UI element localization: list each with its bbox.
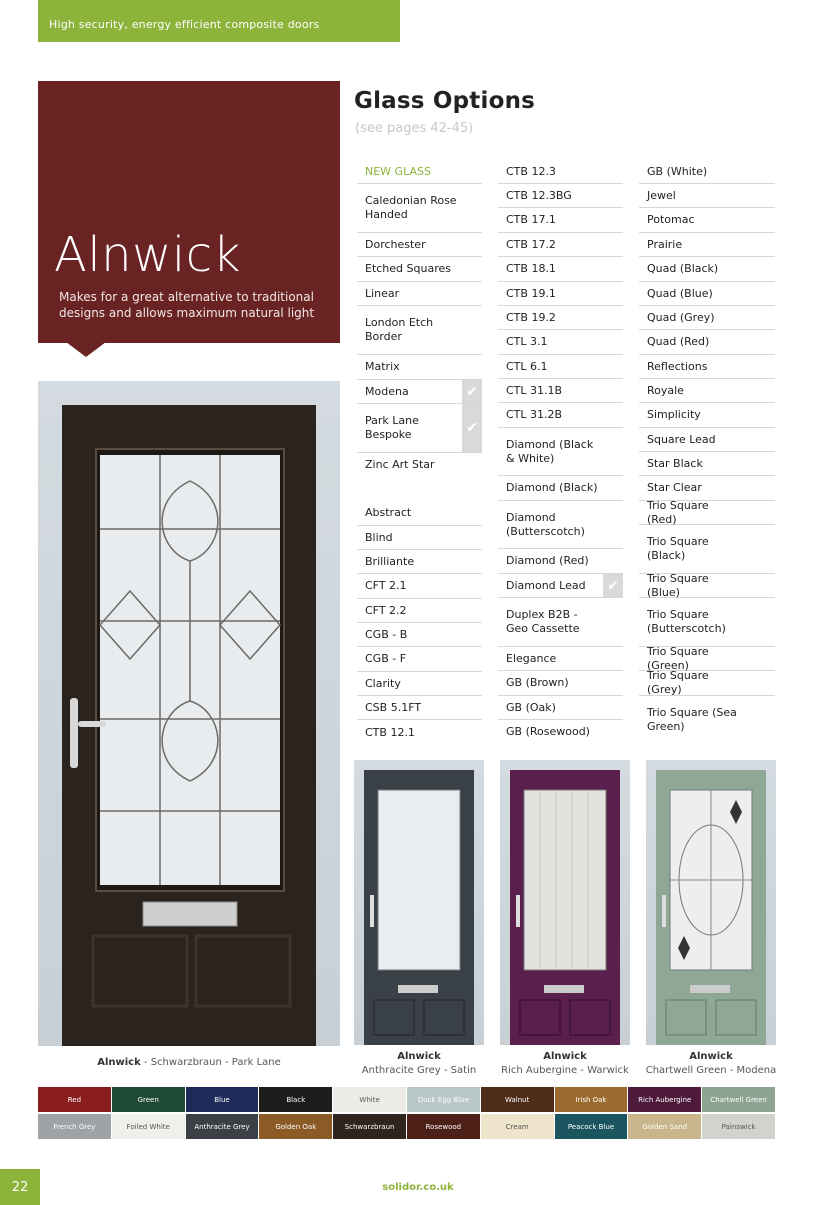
glass-option-item	[498, 598, 623, 647]
glass-option-label: CTB 17.1	[506, 213, 556, 226]
glass-option-label: Trio Square (Butterscotch)	[647, 608, 726, 635]
glass-option-item	[498, 233, 623, 257]
glass-option-item	[498, 501, 623, 549]
glass-option-label: CTB 17.2	[506, 237, 556, 251]
glass-option-item	[639, 452, 775, 476]
door-thumbnail-1	[354, 760, 484, 1045]
glass-option-item	[639, 428, 775, 452]
glass-option-label: Quad (Grey)	[647, 310, 715, 324]
glass-option-label: Blind	[365, 530, 393, 544]
glass-option-label: Trio Square (Green)	[647, 644, 709, 672]
glass-option-label: GB (Oak)	[506, 700, 556, 714]
glass-option-item	[357, 380, 482, 404]
glass-option-label: Square Lead	[647, 432, 716, 446]
door-thumbnail-1-caption	[354, 1050, 484, 1078]
glass-option-label: Quad (Black)	[647, 262, 719, 275]
glass-option-item	[498, 355, 623, 379]
glass-option-item	[498, 476, 623, 501]
colour-swatches	[38, 1087, 776, 1141]
glass-option-label: CGB - B	[365, 627, 408, 641]
glass-option-item	[498, 306, 623, 330]
glass-option-item	[357, 623, 482, 647]
glass-option-item	[357, 477, 482, 501]
glass-option-item	[498, 160, 623, 184]
glass-option-item	[357, 550, 482, 574]
glass-option-label: CTB 19.1	[506, 286, 556, 300]
glass-option-label: Trio Square (Blue)	[647, 571, 709, 599]
swatch-row-1	[38, 1087, 776, 1112]
glass-list-column-1	[357, 160, 482, 745]
glass-list-column-3	[639, 160, 775, 744]
glass-option-label: Royale	[647, 383, 684, 397]
glass-option-label: Star Black	[647, 456, 703, 470]
glass-option-item	[639, 257, 775, 282]
glass-option-label: CTB 19.2	[506, 310, 556, 324]
glass-option-label: Quad (Red)	[647, 335, 710, 348]
colour-swatch: Rosewood	[407, 1114, 480, 1139]
glass-option-label: CTL 31.1B	[506, 383, 563, 397]
colour-swatch: Blue	[186, 1087, 259, 1112]
glass-list-column-2	[498, 160, 623, 744]
glass-option-label: Modena	[365, 384, 409, 398]
glass-option-label: Matrix	[365, 360, 400, 373]
colour-swatch: Painswick	[702, 1114, 775, 1139]
glass-option-item	[498, 184, 623, 208]
glass-option-item	[357, 257, 482, 282]
header-tagline: High security, energy efficient composite doors	[49, 18, 320, 31]
main-door-caption	[38, 1056, 340, 1070]
colour-swatch: Foiled White	[112, 1114, 185, 1139]
glass-options-subtitle: (see pages 42-45)	[355, 121, 474, 136]
glass-option-label: Prairie	[647, 237, 683, 251]
colour-swatch: Rich Aubergine	[628, 1087, 701, 1112]
colour-swatch: Green	[112, 1087, 185, 1112]
hero-pointer	[66, 342, 106, 357]
glass-option-item	[639, 379, 775, 403]
glass-option-item	[639, 571, 775, 599]
glass-option-item	[639, 498, 775, 526]
glass-option-label: Diamond (Black & White)	[506, 437, 594, 465]
glass-option-item	[498, 574, 623, 598]
glass-option-label: Diamond Lead	[506, 578, 586, 592]
colour-swatch: Anthracite Grey	[186, 1114, 259, 1139]
glass-option-item	[357, 453, 482, 477]
glass-option-item	[357, 696, 482, 720]
glass-option-item	[498, 428, 623, 476]
glass-option-label: Star Clear	[647, 481, 702, 494]
glass-option-item	[357, 404, 482, 453]
glass-option-item	[639, 184, 775, 208]
glass-option-item	[357, 306, 482, 355]
glass-option-label: Diamond (Black)	[506, 481, 598, 494]
glass-option-label: Elegance	[506, 651, 557, 665]
glass-option-item	[639, 330, 775, 355]
glass-option-item	[357, 526, 482, 550]
glass-option-label: Clarity	[365, 676, 401, 690]
glass-option-label: Jewel	[647, 188, 676, 202]
glass-option-item	[639, 696, 775, 744]
glass-option-item	[498, 257, 623, 282]
door-thumbnail-2-name: Alnwick	[543, 1051, 587, 1062]
colour-swatch: Golden Sand	[628, 1114, 701, 1139]
door-thumbnail-1-name: Alnwick	[397, 1051, 441, 1062]
glass-option-item	[498, 720, 623, 744]
glass-option-item	[639, 282, 775, 306]
glass-option-item	[639, 403, 775, 428]
glass-option-label: Trio Square (Red)	[647, 498, 709, 526]
colour-swatch: Peacock Blue	[555, 1114, 628, 1139]
colour-swatch: Duck Egg Blue	[407, 1087, 480, 1112]
glass-option-label: Quad (Blue)	[647, 286, 713, 300]
door-thumbnail-3-caption	[640, 1050, 782, 1078]
glass-option-item	[357, 501, 482, 526]
main-door-illustration	[38, 381, 340, 1046]
glass-option-label: London Etch Border	[365, 316, 434, 343]
colour-swatch: Red	[38, 1087, 111, 1112]
glass-option-item	[498, 647, 623, 671]
page-number: 22	[0, 1169, 40, 1205]
glass-option-label: Park Lane Bespoke	[365, 414, 419, 441]
swatch-row-2	[38, 1114, 776, 1139]
door-thumbnail-3-illustration	[646, 760, 776, 1045]
door-title: Alnwick	[54, 227, 241, 283]
glass-option-label: Abstract	[365, 506, 412, 519]
glass-option-item	[357, 282, 482, 306]
glass-option-label: Simplicity	[647, 408, 701, 421]
glass-option-label: CGB - F	[365, 652, 407, 665]
glass-option-label: Zinc Art Star	[365, 458, 435, 471]
glass-option-label: Reflections	[647, 359, 708, 373]
door-thumbnail-1-illustration	[354, 760, 484, 1045]
door-thumbnail-3-detail: Chartwell Green - Modena	[645, 1065, 777, 1076]
glass-option-item	[498, 330, 623, 355]
main-door-detail: - Schwarzbraun - Park Lane	[140, 1057, 281, 1068]
door-description: Makes for a great alternative to traditional designs and allows maximum natural light	[59, 290, 315, 320]
door-thumbnail-3	[646, 760, 776, 1045]
glass-option-item	[498, 696, 623, 720]
glass-option-item	[357, 672, 482, 696]
footer-url[interactable]: solidor.co.uk	[382, 1182, 454, 1193]
glass-option-item	[498, 282, 623, 306]
door-thumbnail-2	[500, 760, 630, 1045]
glass-option-item	[639, 644, 775, 672]
hero-panel	[38, 81, 340, 343]
glass-option-label: Trio Square (Black)	[647, 535, 709, 562]
main-door-name: Alnwick	[97, 1057, 141, 1068]
glass-option-item	[357, 647, 482, 672]
colour-swatch: Irish Oak	[555, 1087, 628, 1112]
glass-option-item	[639, 355, 775, 379]
glass-option-label: CTB 12.3BG	[506, 188, 572, 202]
glass-option-item	[639, 160, 775, 184]
glass-option-label: Caledonian Rose Handed	[365, 194, 457, 221]
glass-option-label: CTL 31.2B	[506, 408, 563, 421]
door-thumbnail-2-detail: Rich Aubergine - Warwick	[501, 1065, 629, 1076]
glass-option-label: Potomac	[647, 213, 695, 226]
door-thumbnail-2-caption	[496, 1050, 634, 1078]
glass-option-label: CTB 12.1	[365, 725, 415, 739]
glass-option-item	[639, 233, 775, 257]
checkmark-icon: ✔	[462, 404, 482, 452]
glass-option-label: Dorchester	[365, 237, 426, 251]
glass-option-label: GB (Rosewood)	[506, 725, 590, 738]
glass-option-label: Duplex B2B - Geo Cassette	[506, 608, 580, 635]
colour-swatch: Walnut	[481, 1087, 554, 1112]
glass-option-label: GB (Brown)	[506, 676, 569, 689]
colour-swatch: Schwarzbraun	[333, 1114, 406, 1139]
glass-option-label: Linear	[365, 286, 400, 300]
glass-option-item	[639, 476, 775, 501]
colour-swatch: Golden Oak	[259, 1114, 332, 1139]
colour-swatch: French Grey	[38, 1114, 111, 1139]
colour-swatch: White	[333, 1087, 406, 1112]
door-thumbnail-3-name: Alnwick	[689, 1051, 733, 1062]
door-thumbnail-2-illustration	[500, 760, 630, 1045]
glass-option-label: CSB 5.1FT	[365, 700, 422, 714]
glass-option-item	[357, 574, 482, 599]
checkmark-icon: ✔	[603, 574, 623, 597]
glass-option-label: Etched Squares	[365, 262, 451, 275]
glass-option-label: Brilliante	[365, 554, 415, 568]
glass-option-item	[498, 671, 623, 696]
glass-option-item	[357, 233, 482, 257]
glass-options-title: Glass Options	[354, 88, 536, 114]
glass-option-item	[357, 184, 482, 233]
glass-option-item	[639, 306, 775, 330]
glass-option-item	[639, 598, 775, 647]
glass-option-item	[357, 355, 482, 380]
glass-option-label: CFT 2.2	[365, 603, 407, 617]
colour-swatch: Cream	[481, 1114, 554, 1139]
glass-option-label: Diamond (Butterscotch)	[506, 510, 585, 538]
glass-option-label: CTL 6.1	[506, 359, 548, 373]
glass-option-item	[357, 720, 482, 745]
glass-option-item	[498, 403, 623, 428]
glass-option-label: CTB 18.1	[506, 262, 556, 275]
glass-option-item	[498, 549, 623, 574]
glass-option-item	[639, 525, 775, 574]
glass-option-item	[639, 671, 775, 696]
colour-swatch: Chartwell Green	[702, 1087, 775, 1112]
glass-option-item	[498, 379, 623, 403]
glass-option-item	[357, 160, 482, 184]
colour-swatch: Black	[259, 1087, 332, 1112]
glass-option-item	[639, 208, 775, 233]
glass-option-label: Trio Square (Sea Green)	[647, 706, 737, 733]
glass-option-label: Diamond (Red)	[506, 554, 589, 567]
glass-option-label: CTB 12.3	[506, 164, 556, 178]
glass-option-label: CFT 2.1	[365, 579, 407, 592]
glass-option-label: NEW GLASS	[365, 164, 431, 178]
door-thumbnail-1-detail: Anthracite Grey - Satin	[361, 1065, 477, 1076]
glass-option-item	[357, 599, 482, 623]
main-door-image	[38, 381, 340, 1046]
glass-option-label: Trio Square (Grey)	[647, 669, 709, 696]
checkmark-icon: ✔	[462, 380, 482, 403]
glass-option-item	[498, 208, 623, 233]
glass-option-label: CTL 3.1	[506, 335, 548, 348]
top-banner	[38, 0, 400, 42]
glass-option-label: GB (White)	[647, 164, 708, 178]
